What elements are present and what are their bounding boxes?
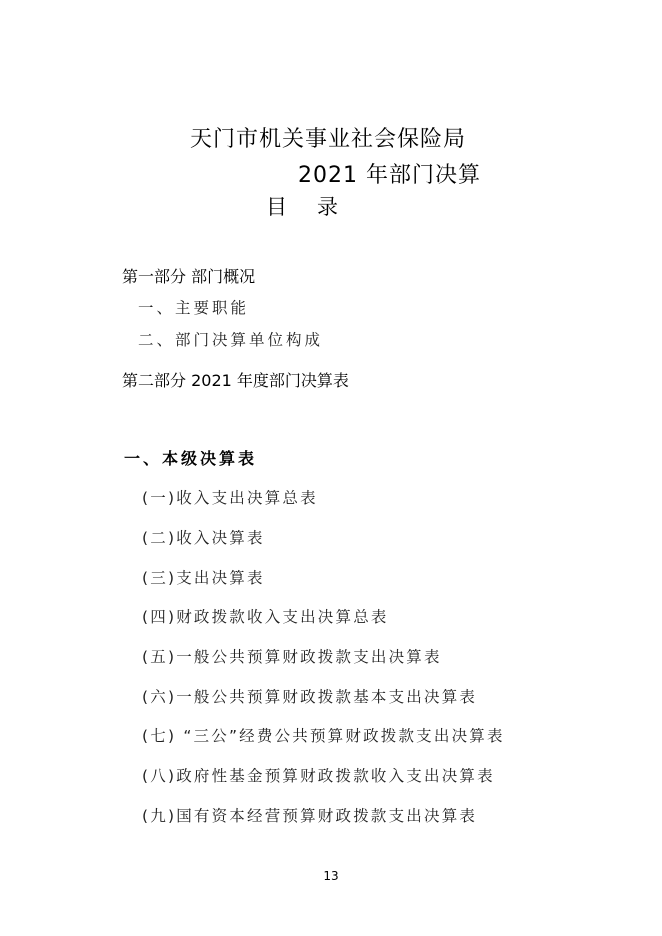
part2-title: 第二部分 2021 年度部门决算表 xyxy=(122,371,349,390)
toc-heading: 目录 xyxy=(266,195,368,219)
toc-item: (六)一般公共预算财政拨款基本支出决算表 xyxy=(142,688,478,706)
doc-title-line2: 2021 年部门决算 xyxy=(298,163,481,188)
toc-item: (三)支出决算表 xyxy=(142,569,265,587)
toc-item: (九)国有资本经营预算财政拨款支出决算表 xyxy=(142,807,478,825)
doc-title-line1: 天门市机关事业社会保险局 xyxy=(190,127,467,152)
section1-title: 一、本级决算表 xyxy=(124,449,258,468)
page-number: 13 xyxy=(323,869,339,883)
toc-item: (五)一般公共预算财政拨款支出决算表 xyxy=(142,648,442,666)
part1-item: 二、部门决算单位构成 xyxy=(138,331,324,349)
part1-title: 第一部分 部门概况 xyxy=(122,267,256,286)
toc-item: (七) “三公”经费公共预算财政拨款支出决算表 xyxy=(142,727,505,745)
toc-item: (一)收入支出决算总表 xyxy=(142,489,318,507)
toc-item: (二)收入决算表 xyxy=(142,529,265,547)
toc-item: (四)财政拨款收入支出决算总表 xyxy=(142,608,389,626)
part1-item: 一、主要职能 xyxy=(138,299,250,317)
toc-item: (八)政府性基金预算财政拨款收入支出决算表 xyxy=(142,767,495,785)
